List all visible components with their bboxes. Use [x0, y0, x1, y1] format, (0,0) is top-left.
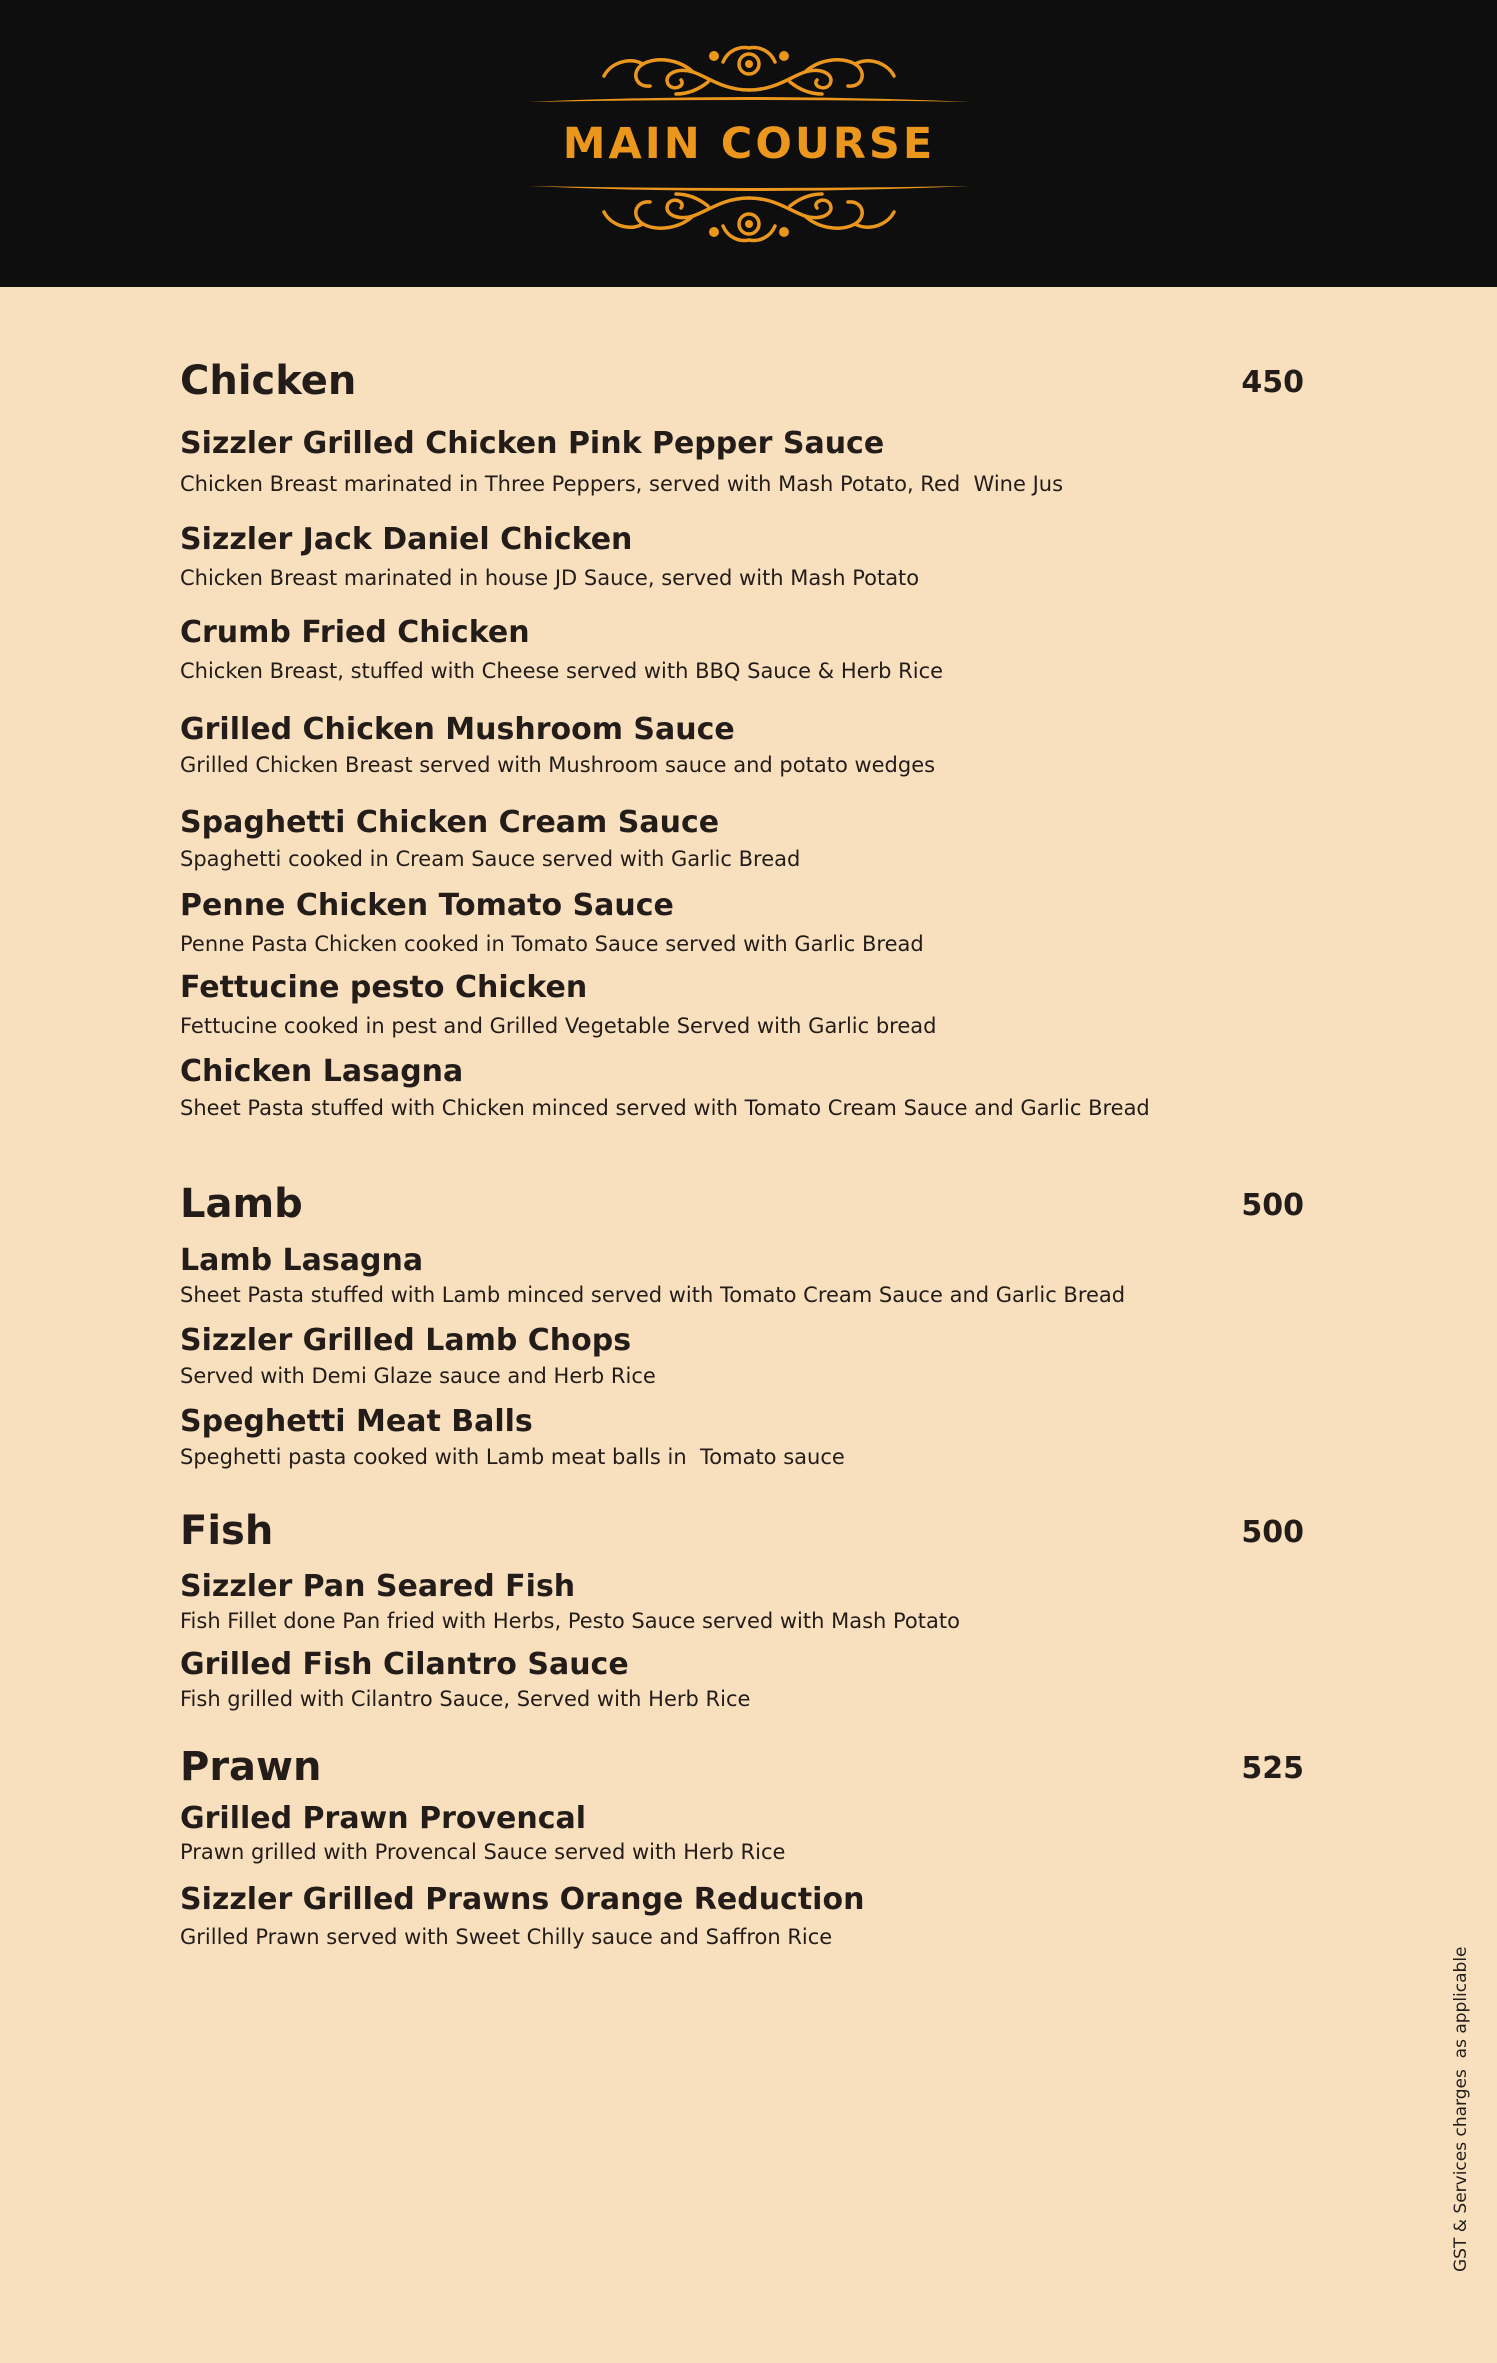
dish-description: Speghetti pasta cooked with Lamb meat balls in Tomato sauce: [180, 1445, 845, 1469]
dish-name: Crumb Fried Chicken: [180, 615, 530, 650]
dish-description: Fettucine cooked in pest and Grilled Vegetable Served with Garlic bread: [180, 1014, 937, 1038]
dish-name: Sizzler Grilled Lamb Chops: [180, 1323, 632, 1358]
dish-name: Grilled Prawn Provencal: [180, 1801, 587, 1836]
dish-description: Grilled Chicken Breast served with Mushroom sauce and potato wedges: [180, 753, 936, 777]
dish-name: Lamb Lasagna: [180, 1243, 424, 1278]
page-title: MAIN COURSE: [562, 119, 936, 169]
dish-name: Sizzler Pan Seared Fish: [180, 1569, 576, 1604]
dish-name: Grilled Chicken Mushroom Sauce: [180, 712, 735, 747]
section-price-lamb: 500: [1241, 1188, 1304, 1223]
dish-name: Speghetti Meat Balls: [180, 1404, 533, 1439]
dish-name: Grilled Fish Cilantro Sauce: [180, 1647, 629, 1682]
section-price-chicken: 450: [1241, 365, 1304, 400]
section-heading-lamb: Lamb: [180, 1181, 303, 1227]
dish-name: Spaghetti Chicken Cream Sauce: [180, 805, 720, 840]
dish-name: Sizzler Grilled Chicken Pink Pepper Sauce: [180, 426, 885, 461]
section-heading-fish: Fish: [180, 1508, 274, 1554]
menu-header: [0, 0, 1497, 287]
dish-description: Sheet Pasta stuffed with Chicken minced served with Tomato Cream Sauce and Garlic Bread: [180, 1096, 1150, 1120]
dish-name: Chicken Lasagna: [180, 1054, 464, 1089]
dish-name: Fettucine pesto Chicken: [180, 970, 588, 1005]
dish-description: Grilled Prawn served with Sweet Chilly sauce and Saffron Rice: [180, 1925, 833, 1949]
dish-description: Fish grilled with Cilantro Sauce, Served with Herb Rice: [180, 1687, 751, 1711]
dish-name: Sizzler Jack Daniel Chicken: [180, 522, 633, 557]
dish-description: Spaghetti cooked in Cream Sauce served with Garlic Bread: [180, 847, 801, 871]
section-heading-prawn: Prawn: [180, 1744, 322, 1790]
dish-description: Fish Fillet done Pan fried with Herbs, Pesto Sauce served with Mash Potato: [180, 1609, 960, 1633]
section-heading-chicken: Chicken: [180, 358, 357, 404]
section-price-fish: 500: [1241, 1515, 1304, 1550]
dish-name: Sizzler Grilled Prawns Orange Reduction: [180, 1882, 865, 1917]
dish-description: Sheet Pasta stuffed with Lamb minced served with Tomato Cream Sauce and Garlic Bread: [180, 1283, 1126, 1307]
dish-description: Chicken Breast, stuffed with Cheese served with BBQ Sauce & Herb Rice: [180, 659, 944, 683]
dish-description: Chicken Breast marinated in house JD Sauce, served with Mash Potato: [180, 566, 920, 590]
tax-footnote: GST & Services charges as applicable: [1451, 1946, 1471, 2272]
dish-description: Prawn grilled with Provencal Sauce served with Herb Rice: [180, 1840, 786, 1864]
section-price-prawn: 525: [1241, 1751, 1304, 1786]
dish-name: Penne Chicken Tomato Sauce: [180, 888, 674, 923]
dish-description: Chicken Breast marinated in Three Peppers, served with Mash Potato, Red Wine Jus: [180, 472, 1064, 496]
dish-description: Penne Pasta Chicken cooked in Tomato Sauce served with Garlic Bread: [180, 932, 924, 956]
dish-description: Served with Demi Glaze sauce and Herb Rice: [180, 1364, 656, 1388]
